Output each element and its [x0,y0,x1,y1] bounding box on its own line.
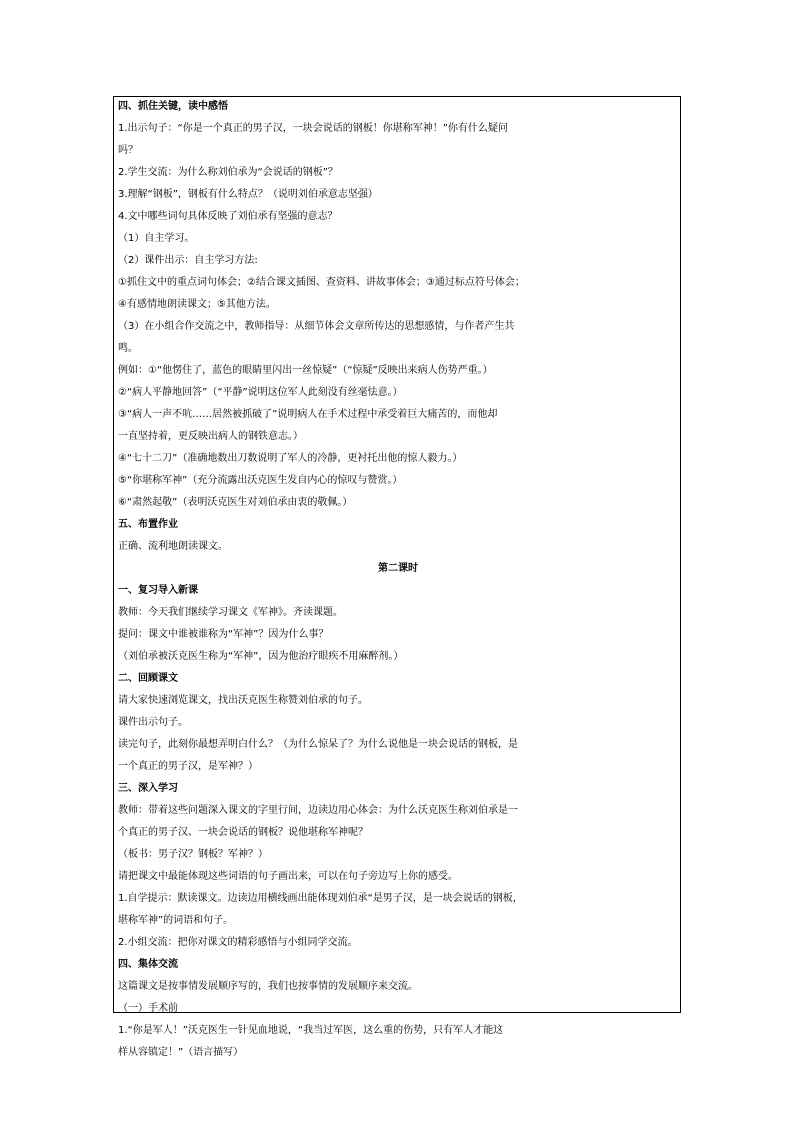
section-heading: 一、复习导入新课 [118,585,198,596]
text-line: ③“病人一声不吭……居然被抓破了”说明病人在手术过程中承受着巨大痛苦的，而他却 [118,409,498,420]
text-line: 请大家快速浏览课文，找出沃克医生称赞刘伯承的句子。 [118,695,368,706]
section-heading: 二、回顾课文 [118,673,178,684]
text-line: 鸣。 [118,343,138,354]
section-heading: 四、集体交流 [118,959,178,970]
text-line: 一直坚持着，更反映出病人的钢铁意志。） [118,431,303,442]
text-line: 1.“你是军人！”沃克医生一针见血地说，“我当过军医，这么重的伤势，只有军人才能这 [118,1025,504,1036]
text-line: 教师：今天我们继续学习课文《军神》。齐读课题。 [118,607,343,618]
text-line: （3）在小组合作交流之中，教师指导：从细节体会文章所传达的思想感情，与作者产生共 [118,321,515,332]
lesson-plan-content [118,96,678,1064]
section-heading: 四、抓住关键，读中感悟 [118,101,228,112]
text-line: ⑥“肃然起敬”（表明沃克医生对刘伯承由衷的敬佩。） [118,497,353,508]
text-line: 这篇课文是按事情发展顺序写的，我们也按事情的发展顺序来交流。 [118,981,418,992]
text-line: 3.理解“钢板”，钢板有什么特点？（说明刘伯承意志坚强） [118,189,378,200]
section-heading: 五、布置作业 [118,519,178,530]
text-line: 个真正的男子汉、一块会说话的钢板？说他堪称军神呢？ [118,827,368,838]
text-line: ⑤“你堪称军神”（充分流露出沃克医生发自内心的惊叹与赞赏。） [118,475,403,486]
text-line: 例如：①“他愣住了，蓝色的眼睛里闪出一丝惊疑”（“惊疑”反映出来病人伤势严重。） [118,365,493,376]
text-line: 吗？ [118,145,138,156]
text-line: ②“病人平静地回答”（“平静”说明这位军人此刻没有丝毫怯意。） [118,387,403,398]
text-line: 堪称军神”的词语和句子。 [118,915,234,926]
text-line: 请把课文中最能体现这些词语的句子画出来，可以在句子旁边写上你的感受。 [118,871,458,882]
text-line: 2.学生交流：为什么称刘伯承为“会说话的钢板”？ [118,167,338,178]
text-line: 正确、流利地朗读课文。 [118,541,228,552]
text-line: （1）自主学习。 [118,233,195,244]
text-line: 样从容镇定！”（语言描写） [118,1047,244,1058]
text-line: 课件出示句子。 [118,717,188,728]
text-line: （刘伯承被沃克医生称为“军神”，因为他治疗眼疾不用麻醉剂。） [118,651,404,662]
text-line: （一）手术前 [118,1003,178,1014]
text-line: 1.出示句子：“你是一个真正的男子汉，一块会说话的钢板！你堪称军神！”你有什么疑问 [118,123,508,134]
text-line: 一个真正的男子汉，是军神？） [118,761,258,772]
text-line: ④有感情地朗读课文；⑤其他方法。 [118,299,276,310]
text-line: （板书：男子汉？钢板？军神？） [118,849,268,860]
text-line: （2）课件出示：自主学习方法: [118,255,258,266]
text-line: ④“七十二刀”（准确地数出刀数说明了军人的冷静，更衬托出他的惊人毅力。） [118,453,463,464]
text-line: 4.文中哪些词句具体反映了刘伯承有坚强的意志？ [118,211,338,222]
text-line: ①抓住文中的重点词句体会；②结合课文插图、查资料、讲故事体会；③通过标点符号体会； [118,277,525,288]
text-line: 读完句子，此刻你最想弄明白什么？（为什么惊呆了？为什么说他是一块会说话的钢板，是 [118,739,518,750]
section-heading: 第二课时 [378,563,418,574]
text-line: 1.自学提示：默读课文。边读边用横线画出能体现刘伯承“是男子汉，是一块会说话的钢板， [118,893,523,904]
section-heading: 三、深入学习 [118,783,178,794]
text-line: 2.小组交流：把你对课文的精彩感悟与小组同学交流。 [118,937,358,948]
text-line: 教师：带着这些问题深入课文的字里行间，边读边用心体会：为什么沃克医生称刘伯承是一 [118,805,518,816]
text-line: 提问：课文中谁被谁称为“军神”？因为什么事？ [118,629,329,640]
